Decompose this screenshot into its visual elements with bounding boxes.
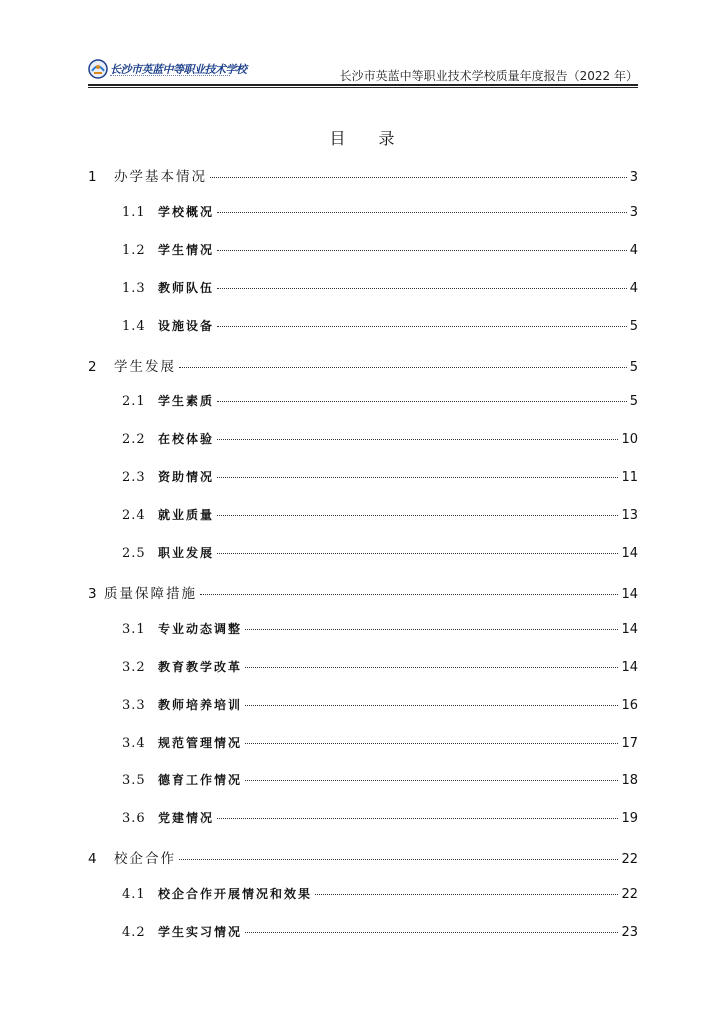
- toc-dot-leader: [245, 743, 618, 744]
- toc-subentry[interactable]: [122, 468, 638, 488]
- toc-subentry[interactable]: [122, 696, 638, 716]
- logo-subline: [110, 75, 230, 79]
- toc-page-number: 14: [621, 546, 638, 561]
- toc-entry-label: 学生实习情况: [158, 925, 243, 939]
- toc-subentry[interactable]: [122, 658, 638, 678]
- toc-subentry[interactable]: [122, 620, 638, 640]
- toc-entry[interactable]: [88, 847, 638, 867]
- toc-page-number: 18: [621, 773, 638, 789]
- toc-dot-leader: [217, 401, 627, 402]
- toc-entry-number: 2.3: [122, 470, 146, 486]
- toc-page-number: 4: [629, 280, 638, 296]
- toc-page-number: 5: [629, 359, 638, 375]
- toc-entry[interactable]: [88, 582, 638, 602]
- toc-entry-number: 3: [88, 585, 97, 602]
- toc-entry-label: 资助情况: [158, 470, 215, 485]
- toc-entry-number: 3.3: [122, 697, 146, 713]
- page-header: [88, 56, 638, 86]
- toc-page-number: 23: [621, 925, 638, 940]
- toc-entry-number: 3.6: [122, 811, 146, 827]
- toc-page-number: 19: [621, 811, 638, 827]
- toc-page-number: 13: [621, 508, 638, 524]
- toc-page-number: 11: [621, 470, 638, 486]
- toc-entry-label: 质量保障措施: [104, 585, 197, 602]
- toc-entry-number: 1.2: [122, 242, 146, 258]
- toc-entry-number: 2.4: [122, 508, 146, 524]
- toc-entry-label: 教师队伍: [158, 280, 215, 295]
- toc-page-number: 5: [629, 394, 638, 410]
- toc-subentry[interactable]: [122, 809, 638, 829]
- toc-page-number: 14: [621, 659, 638, 675]
- toc-entry-number: 2.1: [122, 394, 146, 410]
- toc-subentry[interactable]: [122, 771, 638, 791]
- header-rule: [88, 84, 638, 86]
- toc-subentry[interactable]: [122, 506, 638, 526]
- toc-entry-label: 设施设备: [158, 318, 215, 333]
- toc-dot-leader: [245, 629, 618, 630]
- toc-entry-label: 办学基本情况: [114, 169, 207, 185]
- toc-entry-number: 3.5: [122, 773, 146, 789]
- toc-entry-label: 职业发展: [158, 546, 215, 560]
- toc-dot-leader: [217, 250, 627, 251]
- toc-dot-leader: [217, 288, 627, 289]
- toc-entry-label: 校企合作: [114, 851, 176, 868]
- toc-entry-label: 德育工作情况: [158, 773, 243, 788]
- toc-entry-number: 1.4: [122, 318, 146, 334]
- toc-page-number: 3: [629, 204, 638, 220]
- toc-dot-leader: [245, 780, 618, 781]
- toc-page-number: 22: [621, 852, 638, 868]
- toc-entry-label: 专业动态调整: [158, 621, 243, 636]
- toc-dot-leader: [217, 818, 618, 819]
- toc-entry-label: 学校概况: [158, 204, 215, 219]
- logo-text: 长沙市英蓝中等职业技术学校: [110, 63, 247, 76]
- toc-dot-leader: [217, 212, 627, 213]
- toc-entry-number: 3.4: [122, 735, 146, 751]
- toc-page-number: 10: [621, 432, 638, 448]
- toc-page-number: 17: [621, 735, 638, 751]
- toc-dot-leader: [245, 705, 618, 706]
- toc-dot-leader: [217, 326, 627, 327]
- toc-entry-number: 2.2: [122, 432, 146, 448]
- toc-entry-number: 3.2: [122, 659, 146, 675]
- toc-entry-label: 就业质量: [158, 508, 215, 523]
- toc-page-number: 5: [629, 318, 638, 334]
- toc-dot-leader: [200, 594, 618, 595]
- toc-subentry[interactable]: [122, 430, 638, 450]
- toc-subentry[interactable]: [122, 734, 638, 754]
- toc-entry-label: 教师培养培训: [158, 697, 243, 712]
- toc-entry-label: 规范管理情况: [158, 735, 243, 750]
- toc-dot-leader: [179, 859, 618, 860]
- toc-entry-number: 1.1: [122, 204, 146, 220]
- toc-title: 目 录: [329, 129, 409, 148]
- toc-subentry[interactable]: [122, 317, 638, 337]
- school-emblem-icon: [88, 58, 108, 80]
- toc-subentry[interactable]: [122, 392, 638, 412]
- toc-dot-leader: [245, 932, 618, 933]
- toc-entry-number: 4.1: [122, 887, 146, 903]
- toc-entry-number: 2: [88, 358, 97, 375]
- toc-page-number: 16: [621, 697, 638, 713]
- toc-entry-number: 2.5: [122, 546, 146, 561]
- toc-entry-number: 3.1: [122, 621, 146, 637]
- toc-entry-number: 1.3: [122, 280, 146, 296]
- toc-page-number: 3: [629, 170, 638, 185]
- header-rule-thin: [88, 87, 638, 88]
- toc-entry-label: 学生情况: [158, 242, 215, 257]
- toc-dot-leader: [210, 177, 627, 178]
- toc-subentry[interactable]: [122, 279, 638, 299]
- toc-dot-leader: [179, 367, 627, 368]
- toc-subentry[interactable]: [122, 923, 638, 943]
- toc-entry-number: 4: [88, 851, 97, 868]
- toc-dot-leader: [217, 439, 618, 440]
- toc-page-number: 22: [621, 887, 638, 903]
- toc-entry-label: 校企合作开展情况和效果: [158, 887, 313, 902]
- report-title: 长沙市英蓝中等职业技术学校质量年度报告（2022 年）: [339, 69, 638, 83]
- toc-subentry[interactable]: [122, 544, 638, 564]
- toc-entry-label: 教育教学改革: [158, 659, 243, 674]
- toc-subentry[interactable]: [122, 203, 638, 223]
- toc-entry[interactable]: [88, 165, 638, 185]
- toc-dot-leader: [217, 477, 618, 478]
- toc-dot-leader: [315, 894, 618, 895]
- toc-dot-leader: [217, 515, 618, 516]
- toc-entry-number: 1: [88, 169, 97, 185]
- toc-subentry[interactable]: [122, 885, 638, 905]
- toc-page-number: 4: [629, 242, 638, 258]
- school-logo: [88, 58, 247, 82]
- toc-entry-number: 4.2: [122, 925, 146, 940]
- toc-dot-leader: [245, 667, 618, 668]
- toc-entry-label: 学生发展: [114, 358, 176, 375]
- toc-entry[interactable]: [88, 355, 638, 375]
- toc-entry-label: 在校体验: [158, 432, 215, 447]
- toc-subentry[interactable]: [122, 241, 638, 261]
- toc-entry-label: 学生素质: [158, 394, 215, 409]
- toc-page-number: 14: [621, 621, 638, 637]
- toc-entry-label: 党建情况: [158, 811, 215, 826]
- toc-dot-leader: [217, 553, 618, 554]
- toc-page-number: 14: [621, 586, 638, 602]
